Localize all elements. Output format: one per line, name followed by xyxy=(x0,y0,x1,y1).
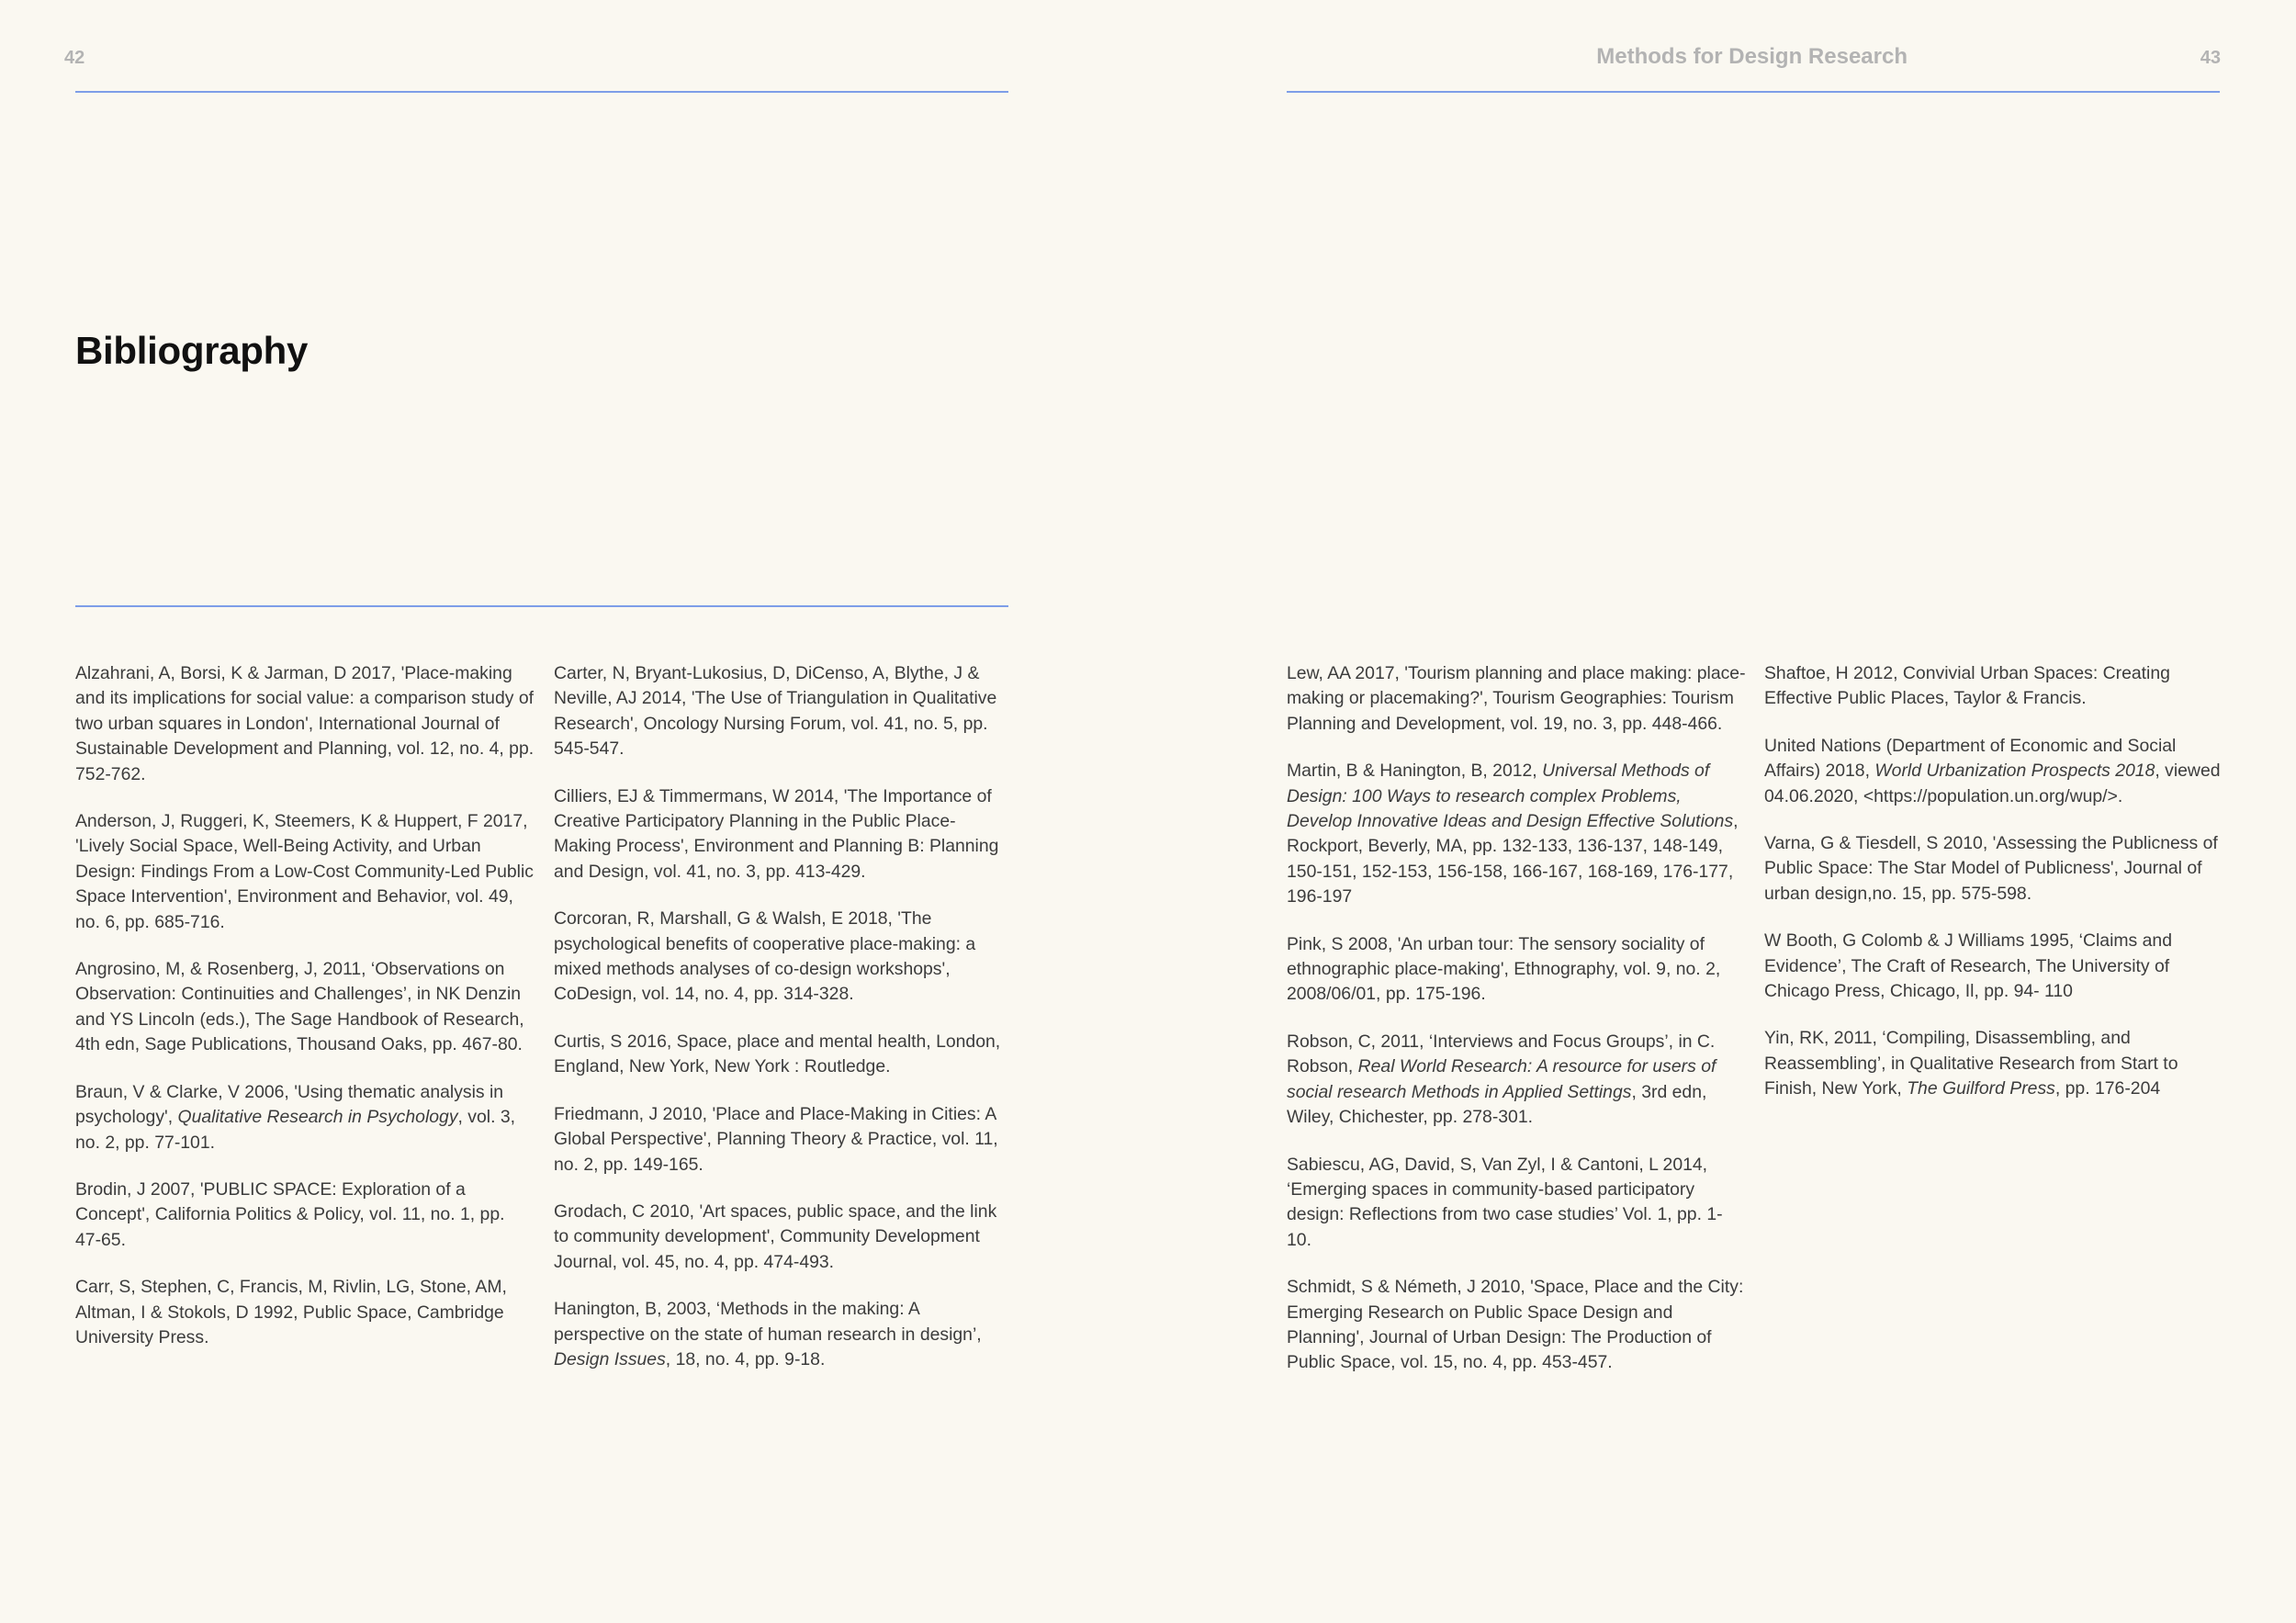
bibliography-entry: Curtis, S 2016, Space, place and mental health, London, England, New York, New York : Routledge. xyxy=(554,1031,1001,1077)
bibliography-entry: Grodach, C 2010, 'Art spaces, public space, and the link to community development', Community Development Journal, vol. 45, no. 4, pp. 474-493. xyxy=(554,1200,997,1272)
bibliography-entry: Friedmann, J 2010, 'Place and Place-Making in Cities: A Global Perspective', Planning Theory & Practice, vol. 11, no. 2, pp. 149-165. xyxy=(554,1103,998,1175)
bibliography-entry: Corcoran, R, Marshall, G & Walsh, E 2018, 'The psychological benefits of cooperative place-making: a mixed methods analyses of co-design workshops', CoDesign, vol. 14, no. 4, pp. 314-328. xyxy=(554,908,976,1005)
bibliography-entry: Varna, G & Tiesdell, S 2010, 'Assessing the Publicness of Public Space: The Star Model of Publicness', Journal of urban design,no. 15, pp. 575-598. xyxy=(1764,833,2218,904)
bibliography-entry: Robson, C, 2011, ‘Interviews and Focus Groups’, in C. Robson, Real World Research: A resource for users of social research Methods in Applied Settings, 3rd edn, Wiley, Chichester, pp. 278-301. xyxy=(1287,1031,1716,1128)
bibliography-entry: Anderson, J, Ruggeri, K, Steemers, K & Huppert, F 2017, 'Lively Social Space, Well-Being Activity, and Urban Design: Findings From a Low-Cost Community-Led Public Space Intervention', Environment and Behavior, vol. 49, no. 6, pp. 685-716. xyxy=(75,811,534,932)
right-page-number: 43 xyxy=(2200,48,2221,68)
bibliography-entry: Carr, S, Stephen, C, Francis, M, Rivlin, LG, Stone, AM, Altman, I & Stokols, D 1992, Public Space, Cambridge University Press. xyxy=(75,1277,507,1347)
bibliography-entry: Brodin, J 2007, 'PUBLIC SPACE: Exploration of a Concept', California Politics & Policy, vol. 11, no. 1, pp. 47-65. xyxy=(75,1178,505,1250)
bibliography-entry: Hanington, B, 2003, ‘Methods in the making: A perspective on the state of human research in design’, Design Issues, 18, no. 4, pp. 9-18. xyxy=(554,1299,982,1369)
bibliography-column-3 xyxy=(1287,661,1746,1398)
bibliography-entry: Shaftoe, H 2012, Convivial Urban Spaces: Creating Effective Public Places, Taylor & Francis. xyxy=(1764,663,2170,709)
bibliography-entry: Pink, S 2008, 'An urban tour: The sensory sociality of ethnographic place-making', Ethnography, vol. 9, no. 2, 2008/06/01, pp. 175-196. xyxy=(1287,933,1721,1005)
bibliography-entry: W Booth, G Colomb & J Williams 1995, ‘Claims and Evidence’, The Craft of Research, The University of Chicago Press, Chicago, Il, pp. 94- 110 xyxy=(1764,930,2172,1002)
bibliography-entry: Angrosino, M, & Rosenberg, J, 2011, ‘Observations on Observation: Continuities and Challenges’, in NK Denzin and YS Lincoln (eds.), The Sage Handbook of Research, 4th edn, Sage Publications, Thousand Oaks, pp. 467-80. xyxy=(75,959,524,1055)
bibliography-column-2 xyxy=(554,661,1013,1394)
bibliography-entry: Martin, B & Hanington, B, 2012, Universal Methods of Design: 100 Ways to research complex Problems, Develop Innovative Ideas and Design Effective Solutions, Rockport, Beverly, MA, pp. 132-133, 136-137, 148-149, 150-151, 152-153, 156-158, 166-167, 168-169, 176-177, 196-197 xyxy=(1287,761,1739,907)
bibliography-entry: Schmidt, S & Németh, J 2010, 'Space, Place and the City: Emerging Research on Public Space Design and Planning', Journal of Urban Design: The Production of Public Space, vol. 15, no. 4, pp. 453-457. xyxy=(1287,1277,1744,1373)
bibliography-entry: Alzahrani, A, Borsi, K & Jarman, D 2017, 'Place-making and its implications for social value: a comparison study of two urban squares in London', International Journal of Sustainable Development and Planning, vol. 12, no. 4, pp. 752-762. xyxy=(75,663,535,784)
bibliography-entry: Braun, V & Clarke, V 2006, 'Using thematic analysis in psychology', Qualitative Research in Psychology, vol. 3, no. 2, pp. 77-101. xyxy=(75,1081,516,1153)
bibliography-column-4 xyxy=(1764,661,2223,1124)
bibliography-entry: Lew, AA 2017, 'Tourism planning and place making: place-making or placemaking?', Tourism Geographies: Tourism Planning and Development, vol. 19, no. 3, pp. 448-466. xyxy=(1287,663,1746,734)
bibliography-entry: United Nations (Department of Economic and Social Affairs) 2018, World Urbanization Prospects 2018, viewed 04.06.2020, <https://population.un.org/wup/>. xyxy=(1764,735,2221,806)
left-page-number: 42 xyxy=(64,48,85,68)
running-title: Methods for Design Research xyxy=(1596,44,1908,69)
bibliography-column-1 xyxy=(75,661,535,1372)
left-header-rule xyxy=(75,91,1008,93)
heading-rule xyxy=(75,605,1008,607)
bibliography-entry: Cilliers, EJ & Timmermans, W 2014, 'The Importance of Creative Participatory Planning in the Public Place-Making Process', Environment and Planning B: Planning and Design, vol. 41, no. 3, pp. 413-429. xyxy=(554,785,999,882)
bibliography-entry: Carter, N, Bryant-Lukosius, D, DiCenso, A, Blythe, J & Neville, AJ 2014, 'The Use of Triangulation in Qualitative Research', Oncology Nursing Forum, vol. 41, no. 5, pp. 545-547. xyxy=(554,663,997,760)
page-title: Bibliography xyxy=(75,329,309,372)
bibliography-entry: Sabiescu, AG, David, S, Van Zyl, I & Cantoni, L 2014, ‘Emerging spaces in community-based participatory design: Reflections from two case studies’ Vol. 1, pp. 1-10. xyxy=(1287,1154,1723,1250)
bibliography-entry: Yin, RK, 2011, ‘Compiling, Disassembling, and Reassembling’, in Qualitative Research from Start to Finish, New York, The Guilford Press, pp. 176-204 xyxy=(1764,1028,2178,1099)
right-header-rule xyxy=(1287,91,2220,93)
